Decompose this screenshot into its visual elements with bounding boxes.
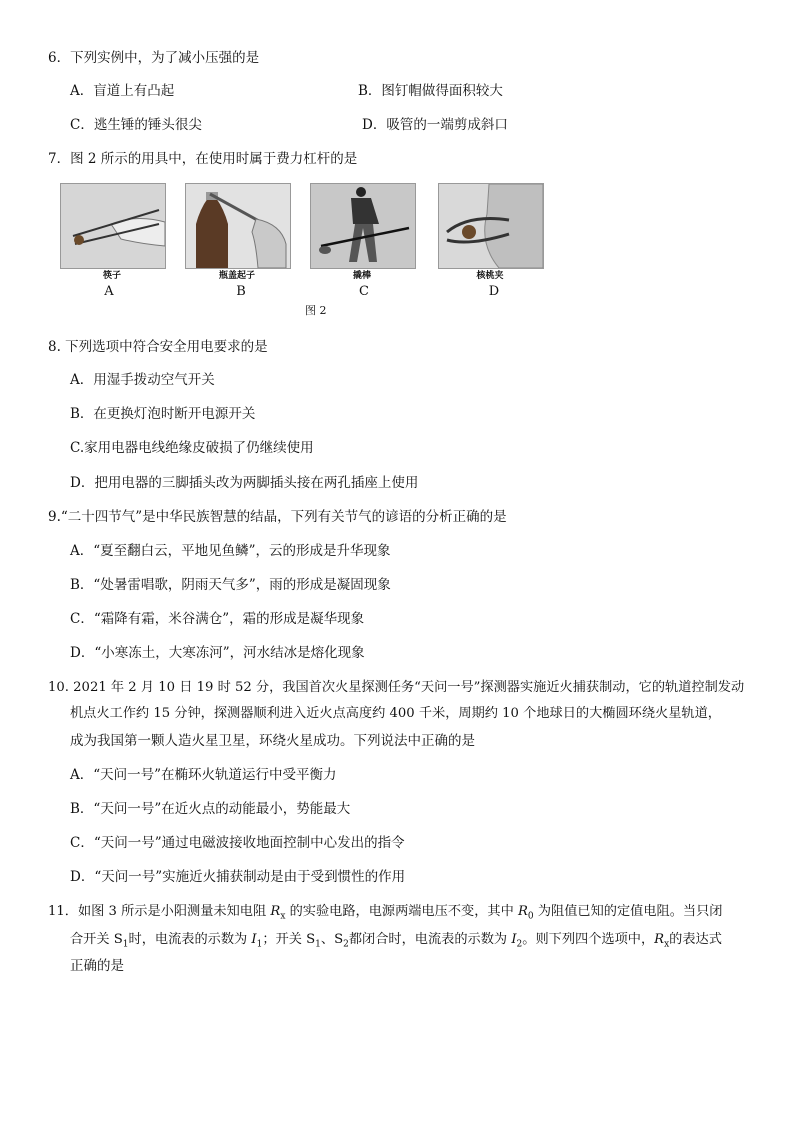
q8-option-c: C.家用电器电线绝缘皮破损了仍继续使用 xyxy=(70,440,314,456)
subscript: 1 xyxy=(256,939,263,950)
resistor-symbol: R xyxy=(517,904,528,919)
q6-option-a: A．盲道上有凸起 xyxy=(70,83,175,99)
current-symbol: I xyxy=(511,932,517,947)
q11-text: 的实验电路，电源两端电压不变，其中 xyxy=(285,904,518,919)
letter-d: D xyxy=(488,284,500,299)
nutcracker-photo xyxy=(438,183,544,269)
q9-option-c: C．“霜降有霜，米谷满仓”，霜的形成是凝华现象 xyxy=(70,611,365,627)
q11-text: ；开关 S xyxy=(262,932,316,947)
q11-stem-line-1 xyxy=(48,905,722,922)
q10-option-b: B．“天问一号”在近火点的动能最小，势能最大 xyxy=(70,801,351,817)
q10-option-c: C．“天问一号”通过电磁波接收地面控制中心发出的指令 xyxy=(70,835,405,851)
q8-stem: 8. 下列选项中符合安全用电要求的是 xyxy=(48,339,268,355)
q11-text: 。则下列四个选项中， xyxy=(522,932,655,947)
crowbar-photo xyxy=(310,183,416,269)
q11-text: 都闭合时，电流表的示数为 xyxy=(348,932,512,947)
q11-text: 、S xyxy=(320,932,344,947)
q11-stem-line-2 xyxy=(70,933,722,950)
q9-option-b: B．“处暑雷唱歌，阴雨天气多”，雨的形成是凝固现象 xyxy=(70,577,391,593)
caption-chopsticks: 筷子 xyxy=(102,271,121,281)
figure-2-label: 图 2 xyxy=(305,304,327,317)
q11-stem-line-3: 正确的是 xyxy=(70,958,124,974)
subscript: 2 xyxy=(343,939,349,950)
bottle-opener-photo xyxy=(185,183,291,269)
q10-option-a: A．“天问一号”在椭环火轨道运行中受平衡力 xyxy=(70,767,337,783)
subscript: 0 xyxy=(527,911,534,922)
q10-stem-line-1: 10. 2021 年 2 月 10 日 19 时 52 分，我国首次火星探测任务“天问一号”探测器实施近火捕获制动，它的轨道控制发动 xyxy=(48,680,745,695)
letter-b: B xyxy=(236,284,246,299)
q6-option-b: B．图钉帽做得面积较大 xyxy=(358,83,503,99)
q11-text: 的表达式 xyxy=(669,932,722,947)
subscript: 2 xyxy=(516,939,523,950)
q10-stem-line-3: 成为我国第一颗人造火星卫星，环绕火星成功。下列说法中正确的是 xyxy=(70,733,475,749)
subscript: 1 xyxy=(315,939,321,950)
caption-crowbar: 撬棒 xyxy=(352,271,371,281)
q7-stem: 7．图 2 所示的用具中，在使用时属于费力杠杆的是 xyxy=(48,151,358,167)
q11-text: 合开关 S xyxy=(70,932,123,947)
chopsticks-photo xyxy=(60,183,166,269)
letter-c: C xyxy=(359,284,369,299)
caption-nutcracker: 核桃夹 xyxy=(476,271,504,281)
q11-text: 11．如图 3 所示是小阳测量未知电阻 xyxy=(48,904,271,919)
q9-option-d: D．“小寒冻土，大寒冻河”，河水结冰是熔化现象 xyxy=(70,645,365,661)
letter-a: A xyxy=(104,284,114,299)
q8-option-d: D．把用电器的三脚插头改为两脚插头接在两孔插座上使用 xyxy=(70,475,419,491)
current-symbol: I xyxy=(251,932,257,947)
q10-option-d: D．“天问一号”实施近火捕获制动是由于受到惯性的作用 xyxy=(70,869,406,885)
q10-stem-line-2: 机点火工作约 15 分钟，探测器顺利进入近火点高度约 400 千米，周期约 10 个地球日的大椭圆环绕火星轨道， xyxy=(70,706,721,721)
q8-option-a: A．用湿手拨动空气开关 xyxy=(70,372,215,388)
subscript: x xyxy=(280,911,286,922)
q6-option-c: C．逃生锤的锤头很尖 xyxy=(70,117,202,133)
q6-option-d: D．吸管的一端剪成斜口 xyxy=(362,117,508,133)
q11-text: 为阻值已知的定值电阻。当只闭 xyxy=(533,904,723,919)
subscript: 1 xyxy=(122,939,129,950)
q8-option-b: B．在更换灯泡时断开电源开关 xyxy=(70,406,256,422)
q11-text: 时，电流表的示数为 xyxy=(128,932,252,947)
q9-option-a: A．“夏至翻白云，平地见鱼鳞”，云的形成是升华现象 xyxy=(70,543,391,559)
resistor-symbol: R xyxy=(654,932,665,947)
q9-stem: 9.“二十四节气”是中华民族智慧的结晶，下列有关节气的谚语的分析正确的是 xyxy=(48,509,507,525)
q6-stem: 6．下列实例中，为了减小压强的是 xyxy=(48,50,260,66)
subscript: x xyxy=(664,939,670,950)
resistor-symbol: R xyxy=(270,904,281,919)
caption-bottle-opener: 瓶盖起子 xyxy=(218,271,255,281)
